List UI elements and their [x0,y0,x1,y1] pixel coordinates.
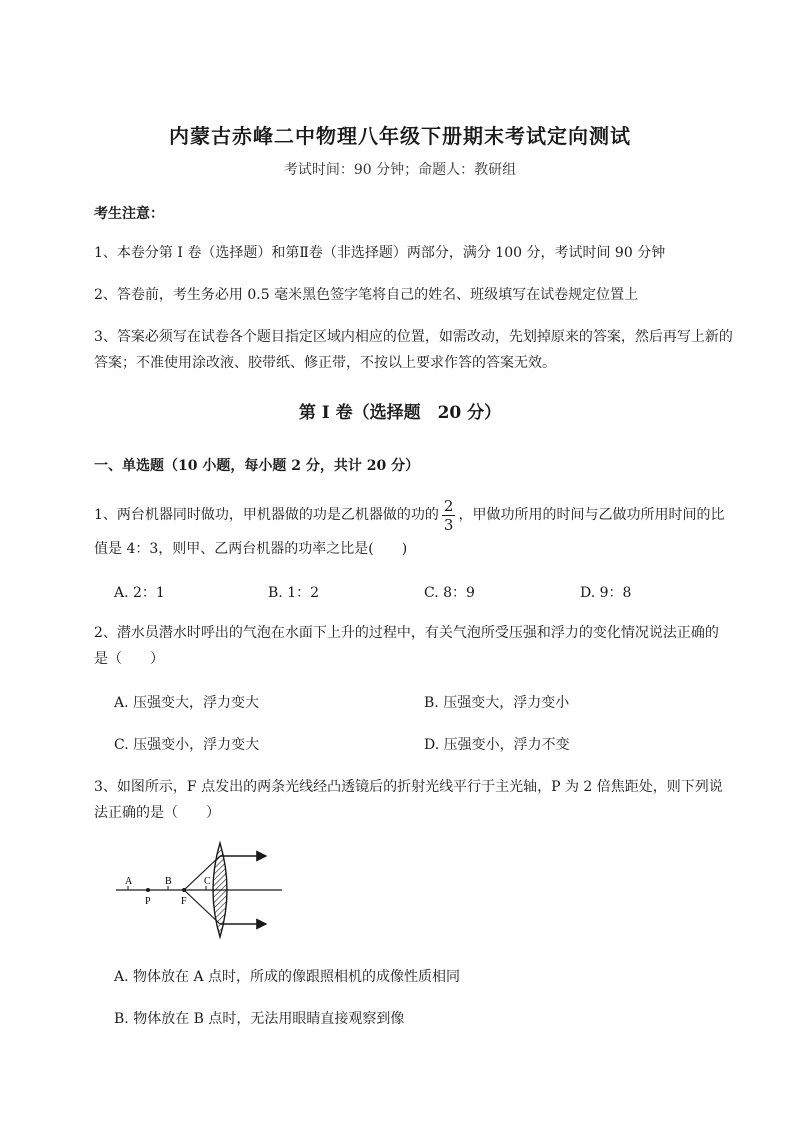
question-2-stem-line2: 是（ ） [94,651,164,667]
section-title: 第 I 卷（选择题 20 分） [298,403,502,423]
fraction-numerator: 2 [443,496,454,515]
question-1-stem-before: 1、两台机器同时做功，甲机器做的功是乙机器做的功的 [94,507,439,523]
notice-item-1: 1、本卷分第 I 卷（选择题）和第Ⅱ卷（非选择题）两部分，满分 100 分，考试时间 90 分钟 [94,245,666,261]
question-1-stem-line2: 值是 4：3，则甲、乙两台机器的功率之比是( ) [94,541,408,557]
question-3-option-a[interactable]: A. 物体放在 A 点时，所成的像跟照相机的成像性质相同 [114,969,461,985]
exam-subtitle: 考试时间：90 分钟；命题人：教研组 [283,162,517,178]
question-1-stem [94,496,724,534]
notice-heading: 考生注意： [94,206,164,222]
question-3-stem-line1: 3、如图所示，F 点发出的两条光线经凸透镜后的折射光线平行于主光轴，P 为 2 倍焦距处，则下列说 [94,779,723,795]
label-a: A [125,876,133,887]
question-3-stem-line2: 法正确的是（ ） [94,805,220,821]
question-1-option-c[interactable]: C. 8：9 [424,585,475,601]
fraction [442,497,456,534]
question-1-option-a[interactable]: A. 2：1 [114,585,165,601]
notice-item-3: 3、答案必须写在试卷各个题目指定区域内相应的位置，如需改动，先划掉原来的答案，然后再写上新的答案；不准使用涂改液、胶带纸、修正带，不按以上要求作答的答案无效。 [94,329,733,371]
point-p-dot [146,888,150,892]
question-2-option-d[interactable]: D. 压强变小，浮力不变 [424,737,570,753]
convex-lens-diagram [114,838,284,942]
label-b: B [165,876,172,887]
fraction-denominator: 3 [443,515,454,534]
point-f-dot [182,888,186,892]
question-1-stem-after: ，甲做功所用的时间与乙做功所用时间的比 [458,507,725,523]
label-c: C [204,876,211,887]
label-f: F [181,896,187,907]
question-2-option-c[interactable]: C. 压强变小，浮力变大 [114,737,260,753]
notice-item-2: 2、答卷前，考生务必用 0.5 毫米黑色签字笔将自己的姓名、班级填写在试卷规定位置上 [94,287,639,303]
question-3-option-b[interactable]: B. 物体放在 B 点时，无法用眼睛直接观察到像 [114,1011,405,1027]
question-2-stem-line1: 2、潜水员潜水时呼出的气泡在水面下上升的过程中，有关气泡所受压强和浮力的变化情况说法正确的 [94,625,719,641]
exam-title: 内蒙古赤峰二中物理八年级下册期末考试定向测试 [169,124,631,148]
question-1-option-d[interactable]: D. 9：8 [580,585,632,601]
convex-lens [213,843,227,937]
question-2-option-a[interactable]: A. 压强变大，浮力变大 [114,695,260,711]
question-2-option-b[interactable]: B. 压强变大，浮力变小 [424,695,570,711]
question-1-option-b[interactable]: B. 1：2 [268,585,320,601]
label-p: P [145,896,151,907]
question-group-heading: 一、单选题（10 小题，每小题 2 分，共计 20 分） [94,458,420,474]
